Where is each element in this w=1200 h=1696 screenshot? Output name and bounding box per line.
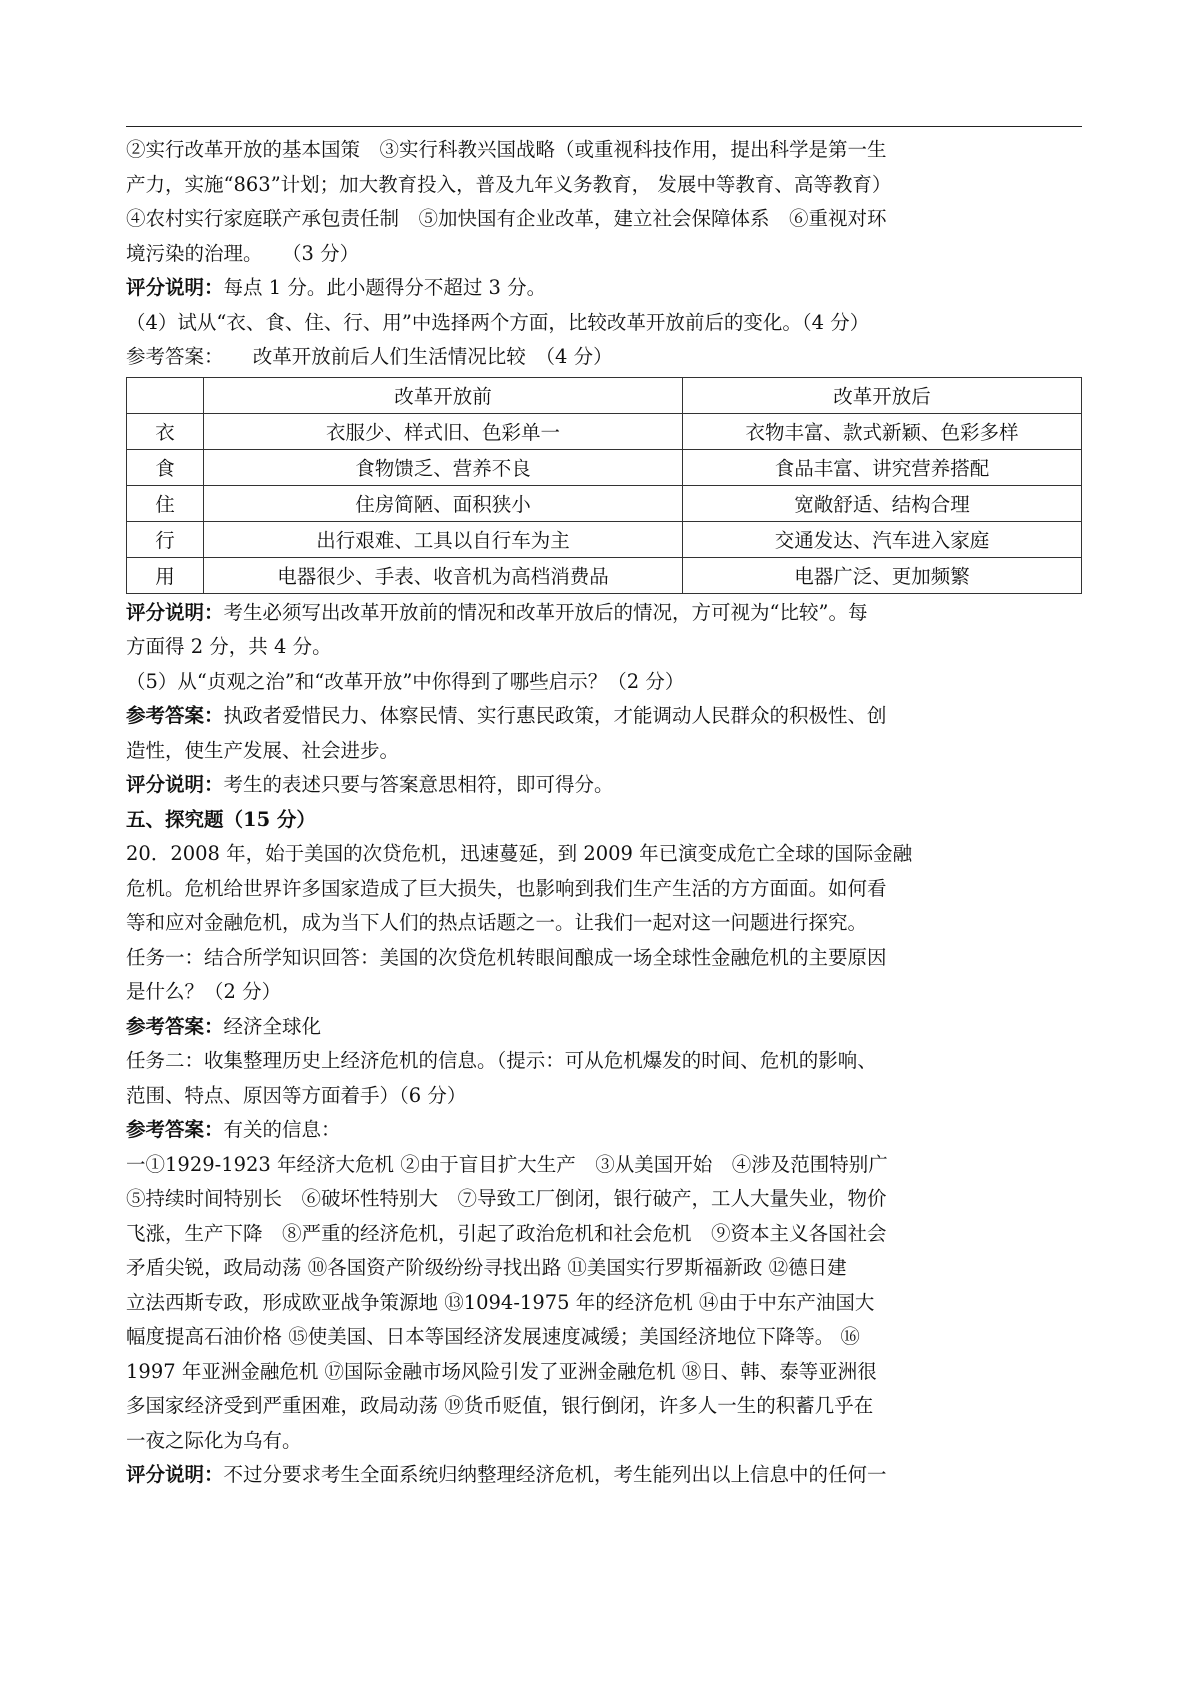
task-1-line: 任务一：结合所学知识回答：美国的次贷危机转眼间酿成一场全球性金融危机的主要原因 xyxy=(126,945,887,969)
answer-line: ②实行改革开放的基本国策 ③实行科教兴国战略（或重视科技作用，提出科学是第一生 xyxy=(126,138,887,161)
table-cell: 宽敞舒适、结构合理 xyxy=(683,485,1082,521)
header-rule xyxy=(126,126,1082,127)
table-cell: 电器广泛、更加频繁 xyxy=(683,557,1082,593)
table-cell: 电器很少、手表、收音机为高档消费品 xyxy=(204,557,683,593)
scoring-note xyxy=(126,768,1082,803)
task-2-line: 范围、特点、原因等方面着手）（6 分） xyxy=(126,1083,467,1107)
document-page xyxy=(126,126,1082,1493)
scoring-note xyxy=(126,1458,1082,1493)
scoring-note-label: 评分说明： xyxy=(126,276,224,299)
answer-line: ④农村实行家庭联产承包责任制 ⑤加快国有企业改革，建立社会保障体系 ⑥重视对环 xyxy=(126,207,887,230)
info-line: ⑤持续时间特别长 ⑥破坏性特别大 ⑦导致工厂倒闭，银行破产，工人大量失业，物价 xyxy=(126,1187,887,1210)
table-cell: 食物馈乏、营养不良 xyxy=(204,449,683,485)
table-header-row xyxy=(127,377,1082,413)
answer-label: 参考答案： xyxy=(126,704,224,727)
scoring-note xyxy=(126,596,1082,631)
task-1-answer xyxy=(126,1010,1082,1045)
info-line: 幅度提高石油价格 ⑮使美国、日本等国经济发展速度减缓；美国经济地位下降等。 ⑯ xyxy=(126,1325,860,1348)
table-row xyxy=(127,449,1082,485)
table-cell: 衣服少、样式旧、色彩单一 xyxy=(204,413,683,449)
section-heading: 五、探究题（15 分） xyxy=(126,807,316,831)
info-line: 一夜之际化为乌有。 xyxy=(126,1428,302,1452)
table-header-cell: 改革开放后 xyxy=(683,377,1082,413)
answer-text: 经济全球化 xyxy=(223,1014,322,1038)
question-4: （4）试从“衣、食、住、行、用”中选择两个方面，比较改革开放前后的变化。（4 分） xyxy=(126,310,870,334)
task-2-line: 任务二：收集整理历史上经济危机的信息。（提示：可从危机爆发的时间、危机的影响、 xyxy=(126,1049,877,1072)
table-header-cell: 改革开放前 xyxy=(204,377,683,413)
task-2-answer xyxy=(126,1113,1082,1148)
table-row xyxy=(127,413,1082,449)
table-cell: 衣物丰富、款式新颖、色彩多样 xyxy=(683,413,1082,449)
table-row xyxy=(127,521,1082,557)
info-line: 1997 年亚洲金融危机 ⑰国际金融市场风险引发了亚洲金融危机 ⑱日、韩、泰等亚洲很 xyxy=(126,1359,877,1383)
table-cell: 食 xyxy=(127,449,204,485)
table-cell: 用 xyxy=(127,557,204,593)
scoring-note-label: 评分说明： xyxy=(126,1463,224,1486)
comparison-table xyxy=(126,377,1082,594)
table-cell: 住 xyxy=(127,485,204,521)
table-cell: 交通发达、汽车进入家庭 xyxy=(683,521,1082,557)
info-line: 飞涨，生产下降 ⑧严重的经济危机，引起了政治危机和社会危机 ⑨资本主义各国社会 xyxy=(126,1221,887,1245)
table-cell: 行 xyxy=(127,521,204,557)
table-cell: 住房简陋、面积狭小 xyxy=(204,485,683,521)
info-line: 立法西斯专政，形成欧亚战争策源地 ⑬1094-1975 年的经济危机 ⑭由于中东产油国大 xyxy=(126,1290,875,1314)
table-row xyxy=(127,557,1082,593)
info-line: 一①1929-1923 年经济大危机 ②由于盲目扩大生产 ③从美国开始 ④涉及范围特别广 xyxy=(126,1152,888,1176)
answer-text: 执政者爱惜民力、体察民情、实行惠民政策，才能调动人民群众的积极性、创 xyxy=(223,704,887,727)
scoring-note-continued: 方面得 2 分，共 4 分。 xyxy=(126,635,332,658)
question-5-answer xyxy=(126,699,1082,734)
scoring-note-text: 不过分要求考生全面系统归纳整理经济危机，考生能列出以上信息中的任何一 xyxy=(223,1463,887,1486)
table-cell: 出行艰难、工具以自行车为主 xyxy=(204,521,683,557)
scoring-note-text: 每点 1 分。此小题得分不超过 3 分。 xyxy=(223,276,547,299)
answer-line: 境污染的治理。 （3 分） xyxy=(126,241,360,265)
scoring-note-label: 评分说明： xyxy=(126,773,224,796)
question-20-line: 20．2008 年，始于美国的次贷危机，迅速蔓延，到 2009 年已演变成危亡全球的国际金融 xyxy=(126,842,913,865)
scoring-note-text: 考生的表述只要与答案意思相符，即可得分。 xyxy=(223,773,614,796)
task-1-line: 是什么？（2 分） xyxy=(126,980,282,1003)
answer-label: 参考答案： xyxy=(126,1014,224,1038)
scoring-note-label: 评分说明： xyxy=(126,600,224,624)
question-20-line: 危机。危机给世界许多国家造成了巨大损失，也影响到我们生产生活的方方面面。如何看 xyxy=(126,876,887,900)
question-5: （5）从“贞观之治”和“改革开放”中你得到了哪些启示？（2 分） xyxy=(126,669,685,693)
info-line: 多国家经济受到严重困难，政局动荡 ⑲货币贬值，银行倒闭，许多人一生的积蓄几乎在 xyxy=(126,1394,874,1417)
table-row xyxy=(127,485,1082,521)
question-20-line: 等和应对金融危机，成为当下人们的热点话题之一。让我们一起对这一问题进行探究。 xyxy=(126,911,868,934)
answer-text: 有关的信息： xyxy=(223,1118,341,1141)
answer-line: 产力，实施“863”计划；加大教育投入，普及九年义务教育， 发展中等教育、高等教育） xyxy=(126,172,892,196)
table-cell: 衣 xyxy=(127,413,204,449)
info-line: 矛盾尖锐，政局动荡 ⑩各国资产阶级纷纷寻找出路 ⑪美国实行罗斯福新政 ⑫德日建 xyxy=(126,1256,847,1279)
table-header-cell xyxy=(127,377,204,413)
table-cell: 食品丰富、讲究营养搭配 xyxy=(683,449,1082,485)
answer-label: 参考答案： xyxy=(126,1118,224,1141)
scoring-note-text: 考生必须写出改革开放前的情况和改革开放后的情况，方可视为“比较”。每 xyxy=(223,600,868,624)
question-4-answer: 参考答案： 改革开放前后人们生活情况比较 （4 分） xyxy=(126,345,613,368)
answer-text-continued: 造性，使生产发展、社会进步。 xyxy=(126,738,400,762)
scoring-note xyxy=(126,271,1082,306)
